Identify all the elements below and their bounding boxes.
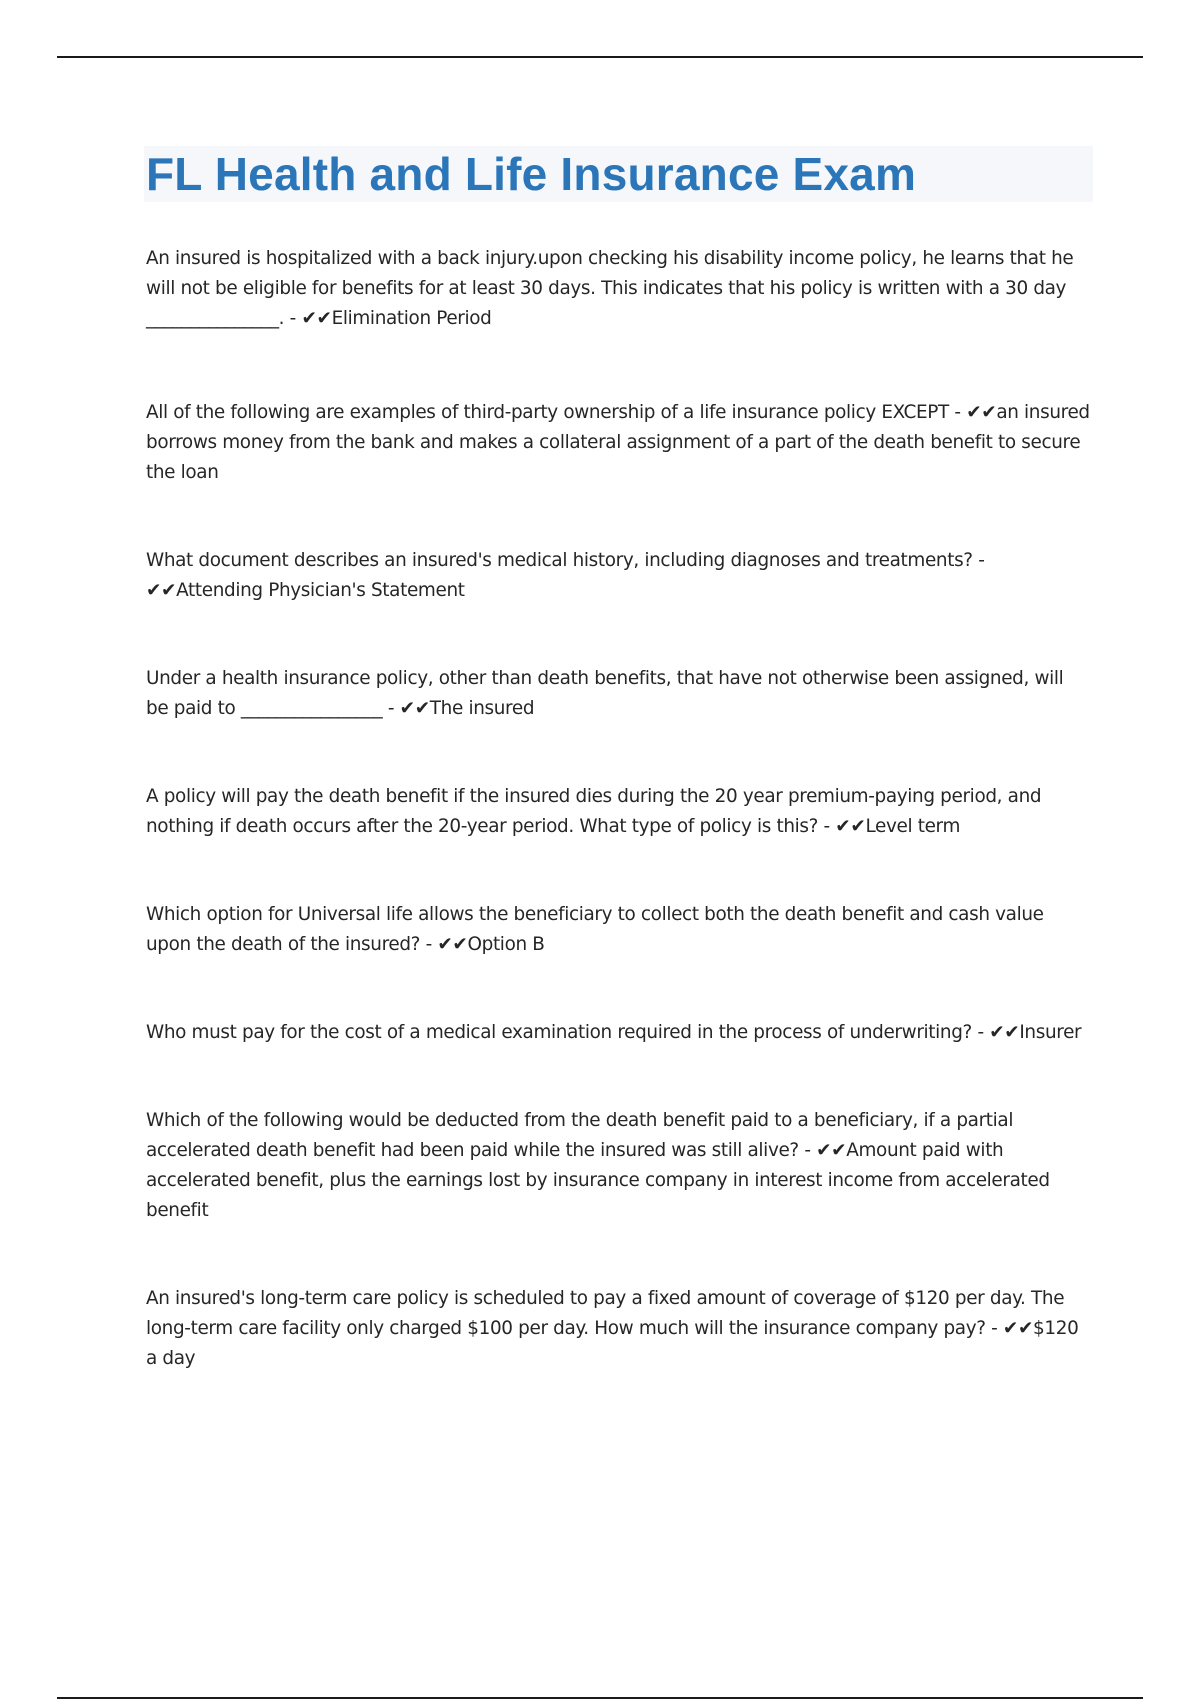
- answer-text: Level term: [865, 816, 961, 837]
- answer-text: Amount paid with accelerated benefit, plus the earnings lost by insurance company in interest income from accelerated benefit: [146, 1140, 1050, 1221]
- qa-item: [146, 398, 1091, 488]
- question-text: An insured is hospitalized with a back injury.upon checking his disability income policy, he learns that he will not be eligible for benefits for at least 30 days. This indicates that his policy is written with a 30 day _______________. - ✔✔: [146, 248, 1074, 329]
- answer-text: Elimination Period: [331, 308, 492, 329]
- qa-item: [146, 1018, 1091, 1048]
- qa-item: [146, 244, 1091, 334]
- question-text: Which of the following would be deducted from the death benefit paid to a beneficiary, if a partial accelerated death benefit had been paid while the insured was still alive? - ✔✔: [146, 1110, 1014, 1161]
- answer-text: an insured borrows money from the bank and makes a collateral assignment of a part of the death benefit to secure the loan: [146, 402, 1090, 483]
- answer-text: $120 a day: [146, 1318, 1079, 1369]
- question-text: A policy will pay the death benefit if the insured dies during the 20 year premium-paying period, and nothing if death occurs after the 20-year period. What type of policy is this? - ✔✔: [146, 786, 1042, 837]
- qa-list: [146, 244, 1091, 1374]
- qa-item: [146, 782, 1091, 842]
- question-text: Who must pay for the cost of a medical examination required in the process of underwriting? - ✔✔: [146, 1022, 1020, 1043]
- qa-item: [146, 546, 1091, 606]
- qa-item: [146, 1284, 1091, 1374]
- qa-item: [146, 664, 1091, 724]
- top-rule: [57, 56, 1143, 58]
- answer-text: The insured: [429, 698, 535, 719]
- answer-text: Option B: [467, 934, 545, 955]
- answer-text: Insurer: [1019, 1022, 1082, 1043]
- qa-item: [146, 900, 1091, 960]
- question-text: An insured's long-term care policy is scheduled to pay a fixed amount of coverage of $120 per day. The long-term care facility only charged $100 per day. How much will the insurance company pay? - ✔✔: [146, 1288, 1065, 1339]
- qa-item: [146, 1106, 1091, 1226]
- document-title: FL Health and Life Insurance Exam: [146, 148, 917, 200]
- question-text: All of the following are examples of third-party ownership of a life insurance policy EXCEPT - ✔✔: [146, 402, 997, 423]
- bottom-rule: [57, 1697, 1143, 1699]
- question-text: Which option for Universal life allows the beneficiary to collect both the death benefit and cash value upon the death of the insured? - ✔✔: [146, 904, 1044, 955]
- question-text: Under a health insurance policy, other than death benefits, that have not otherwise been assigned, will be paid to ________________ - ✔✔: [146, 668, 1064, 719]
- answer-text: Attending Physician's Statement: [176, 580, 465, 601]
- question-text: What document describes an insured's medical history, including diagnoses and treatments? - ✔✔: [146, 550, 985, 601]
